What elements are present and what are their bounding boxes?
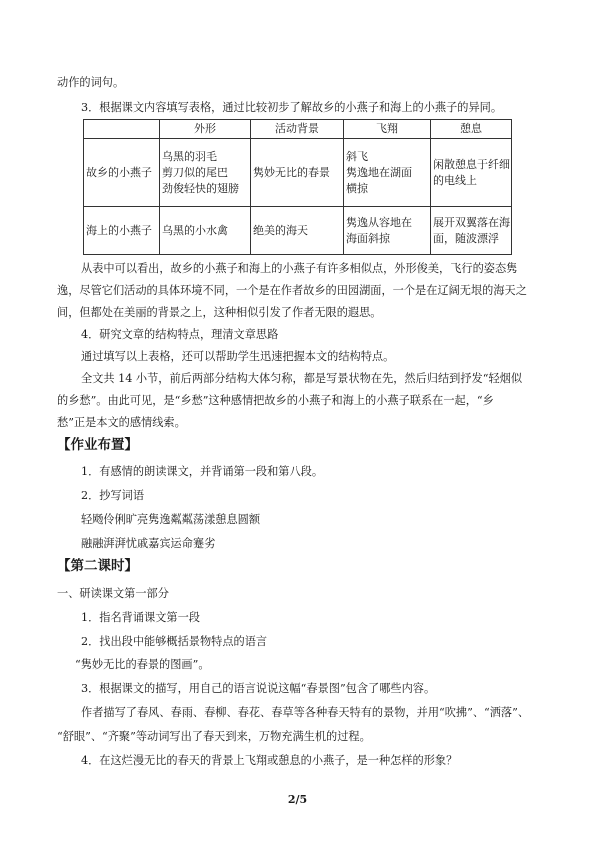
list-item: 4．在这烂漫无比的春天的背景上飞翔或憩息的小燕子，是一种怎样的形象？ (81, 754, 458, 767)
text-line: 作者描写了春风、春雨、春柳、春花、春草等各种春天特有的景物，并用“吹拂”、“洒落”、 (81, 706, 530, 719)
text-line: 逸，尽管它们活动的具体环境不同，一个是在作者故乡的田园湖面，一个是在辽阔无垠的海天之 (57, 284, 527, 297)
page-number: 2/5 (287, 793, 308, 806)
table-header: 飞翔 (344, 120, 431, 139)
vocab-line: 轻飏伶俐旷亮隽逸粼粼荡漾憩息圆额 (81, 513, 261, 526)
table-cell: 闲散憩息于纤细 的电线上 (431, 139, 512, 207)
table-row (84, 139, 512, 207)
list-item: 2．抄写词语 (81, 489, 145, 502)
vocab-line: 融融湃湃忧戚嘉宾运命蹇劣 (81, 537, 216, 550)
text-line: 全文共 14 小节，前后两部分结构大体匀称，都是写景状物在先，然后归结到抒发“轻烟似 (81, 372, 523, 385)
list-item: 1．有感情的朗读课文，并背诵第一段和第八段。 (81, 465, 324, 478)
list-item: 2．找出段中能够概括景物特点的语言 (81, 635, 268, 648)
table-cell: 隽逸从容地在 海面斜掠 (344, 207, 431, 255)
text-line: 间，但都处在美丽的背景之上，这种相似引发了作者无限的遐思。 (57, 306, 382, 319)
text-line: 3．根据课文内容填写表格，通过比较初步了解故乡的小燕子和海上的小燕子的异同。 (81, 101, 503, 114)
text-line: “舒眼”、“齐聚”等动词写出了春天到来，万物充满生机的过程。 (57, 730, 371, 743)
table-header: 活动背景 (251, 120, 344, 139)
row-label: 海上的小燕子 (84, 207, 160, 255)
text-line: “隽妙无比的春景的图画”。 (75, 658, 210, 671)
table-header (84, 120, 160, 139)
row-label: 故乡的小燕子 (84, 139, 160, 207)
table-cell: 隽妙无比的春景 (251, 139, 344, 207)
comparison-table (83, 119, 512, 255)
text-line: 一、研读课文第一部分 (57, 587, 169, 600)
text-line: 动作的词句。 (57, 76, 125, 89)
table-cell: 斜飞 隽逸地在湖面 横掠 (344, 139, 431, 207)
table-cell: 绝美的海天 (251, 207, 344, 255)
table-cell: 乌黑的羽毛 剪刀似的尾巴 劲俊轻快的翅膀 (160, 139, 251, 207)
text-line: 通过填写以上表格，还可以帮助学生迅速把握本文的结构特点。 (81, 350, 395, 363)
table-header: 憩息 (431, 120, 512, 139)
section-heading: 【作业布置】 (57, 437, 138, 453)
section-heading: 【第二课时】 (57, 558, 138, 574)
text-line: 从表中可以看出，故乡的小燕子和海上的小燕子有许多相似点，外形俊美，飞行的姿态隽 (81, 262, 518, 275)
text-line: 的乡愁”。由此可见，是“乡愁”这种感情把故乡的小燕子和海上的小燕子联系在一起，“乡 (57, 394, 494, 407)
list-item: 1．指名背诵课文第一段 (81, 611, 200, 624)
table-cell: 展开双翼落在海 面，随波漂浮 (431, 207, 512, 255)
text-line: 愁”正是本文的感情线索。 (57, 416, 186, 429)
list-item: 3．根据课文的描写，用自己的语言说说这幅“春景图”包含了哪些内容。 (81, 682, 436, 695)
table-row (84, 207, 512, 255)
table-cell: 乌黑的小水禽 (160, 207, 251, 255)
table-header-row (84, 120, 512, 139)
table-header: 外形 (160, 120, 251, 139)
text-line: 4．研究文章的结构特点，理清文章思路 (81, 328, 279, 341)
